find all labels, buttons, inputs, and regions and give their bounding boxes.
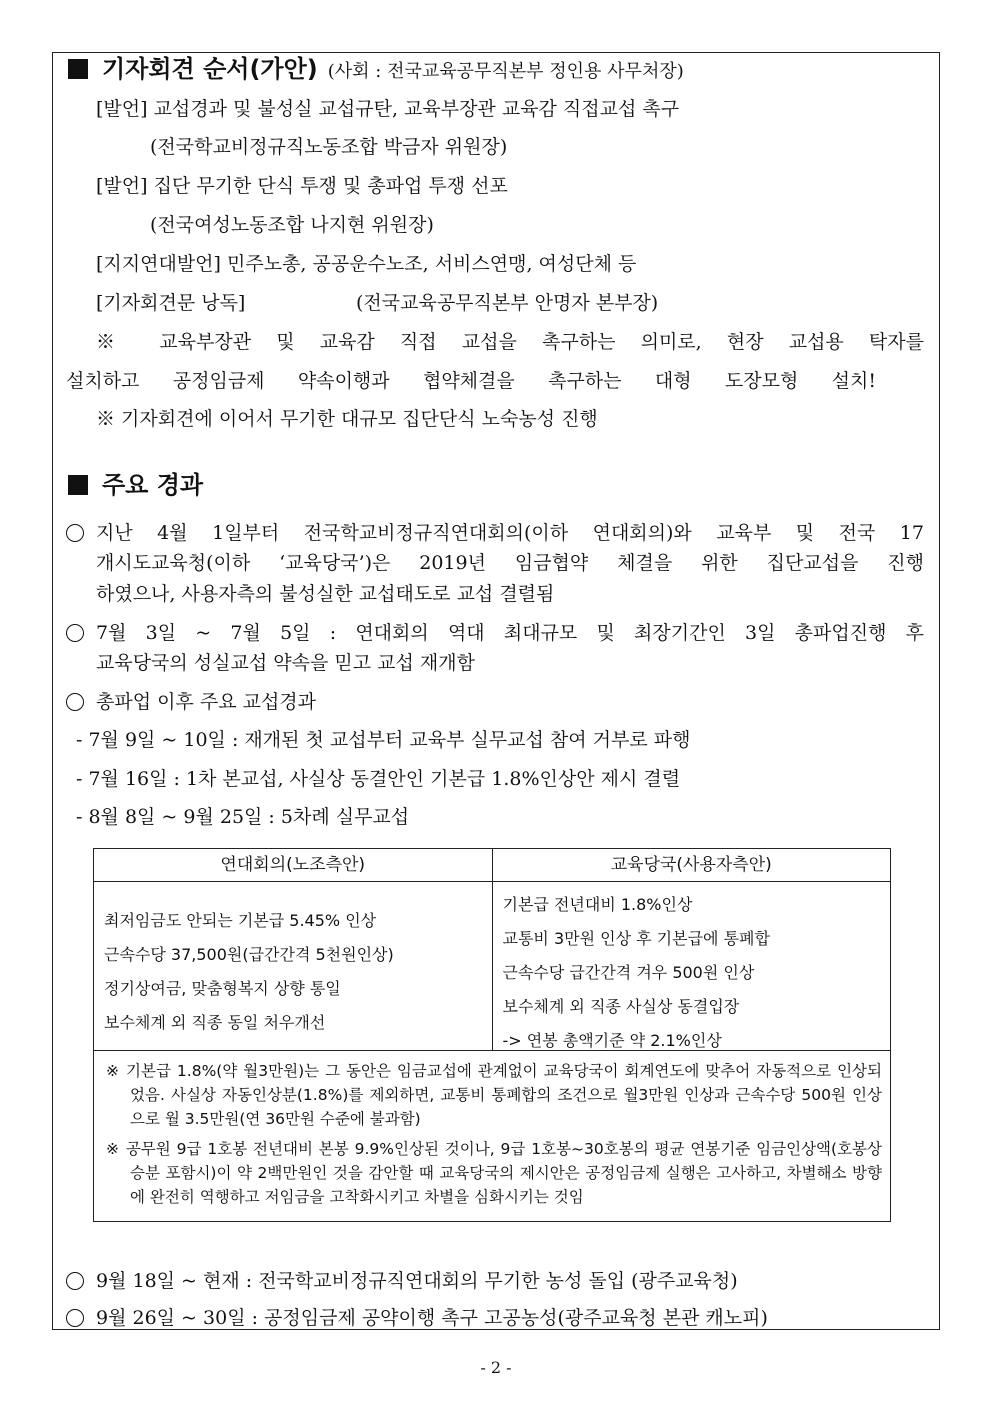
section-subtitle: (사회 : 전국교육공무직본부 정인용 사무처장) <box>327 61 684 82</box>
order-line: (전국학교비정규직노동조합 박금자 위원장) <box>150 136 508 158</box>
list-item: 근속수당 급간간격 겨우 500원 인상 <box>502 963 755 982</box>
table-note: ※ 공무원 9급 1호봉 전년대비 본봉 9.9%인상된 것이나, 9급 1호봉~30호봉의 평균 연봉기준 임금인상액(호봉상승분 포함시)이 약 2백만원인 것을 감안할 때 교육당국의 제시안은 공정임금제 실행은 고사하고, 차별해소 방향에 완전히 역행하고 저임금을 고착화시키고 차별을 심화시키는 것임 <box>106 1140 882 1206</box>
order-line: (전국교육공무직본부 안명자 본부장) <box>356 292 659 314</box>
circle-bullet-icon <box>66 524 84 542</box>
list-item: 근속수당 37,500원(급간간격 5천원인상) <box>104 945 394 964</box>
list-item: 기본급 전년대비 1.8%인상 <box>502 895 693 914</box>
progress-item: 총파업 이후 주요 교섭경과 <box>66 689 316 715</box>
table-note: ※ 기본급 1.8%(약 월3만원)는 그 동안은 임금교섭에 관계없이 교육당국이 회계연도에 맞추어 자동적으로 인상되었음. 사실상 자동인상분(1.8%)를 제외하면, 교통비 통폐합의 조건으로 월3만원 인상과 근속수당 500원 인상으로 월 3.5만원(연 36만원 수준에 불과함) <box>106 1062 882 1128</box>
list-item: 정기상여금, 맞춤형복지 상향 통일 <box>104 979 341 998</box>
square-bullet-icon <box>68 59 88 79</box>
progress-item: 7월 3일 ~ 7월 5일 : 연대회의 역대 최대규모 및 최장기간인 3일 총파업진행 후 <box>66 620 924 646</box>
list-item: 보수체계 외 직종 동일 처우개선 <box>104 1013 326 1032</box>
list-item: 보수체계 외 직종 사실상 동결입장 <box>502 997 740 1016</box>
circle-bullet-icon <box>66 624 84 642</box>
section-title: 주요 경과 <box>102 471 204 499</box>
list-item: 교통비 3만원 인상 후 기본급에 통폐합 <box>502 929 770 948</box>
section-title: 기자회견 순서(가안) <box>102 55 318 83</box>
order-line: [기자회견문 낭독] <box>96 292 246 314</box>
table-header-employer: 교육당국(사용자측안) <box>610 855 772 875</box>
progress-item: 9월 18일 ~ 현재 : 전국학교비정규직연대회의 무기한 농성 돌입 (광주교육청) <box>66 1268 738 1294</box>
progress-subitem: - 7월 9일 ~ 10일 : 재개된 첫 교섭부터 교육부 실무교섭 참여 거부로 파행 <box>76 729 691 751</box>
proposal-comparison-table <box>93 848 891 1222</box>
circle-bullet-icon <box>66 1309 84 1327</box>
order-line: [지지연대발언] 민주노총, 공공운수노조, 서비스연맹, 여성단체 등 <box>96 253 637 275</box>
order-note: ※ 교육부장관 및 교육감 직접 교섭을 촉구하는 의미로, 현장 교섭용 탁자를 <box>96 331 924 353</box>
progress-item-cont: 개시도교육청(이하 ‘교육당국’)은 2019년 임금협약 체결을 위한 집단교섭을 진행 <box>96 552 924 574</box>
list-item: -> 연봉 총액기준 약 2.1%인상 <box>502 1031 722 1050</box>
order-note: ※ 기자회견에 이어서 무기한 대규모 집단단식 노숙농성 진행 <box>96 408 598 430</box>
employer-proposal-cell <box>493 882 891 1050</box>
order-line: (전국여성노동조합 나지현 위원장) <box>150 214 434 236</box>
progress-item: 지난 4월 1일부터 전국학교비정규직연대회의(이하 연대회의)와 교육부 및 전국 17 <box>66 520 924 546</box>
list-item: 최저임금도 안되는 기본급 5.45% 인상 <box>104 911 377 930</box>
progress-item-cont: 교육당국의 성실교섭 약속을 믿고 교섭 재개함 <box>96 652 475 674</box>
table-header-union: 연대회의(노조측안) <box>94 849 493 881</box>
circle-bullet-icon <box>66 1272 84 1290</box>
progress-subitem: - 7월 16일 : 1차 본교섭, 사실상 동결안인 기본급 1.8%인상안 제시 결렬 <box>76 768 681 790</box>
table-body-row <box>94 882 890 1051</box>
table-header-row <box>94 849 890 882</box>
section-heading-press-order <box>68 54 684 87</box>
order-line: [발언] 교섭경과 및 불성실 교섭규탄, 교육부장관 교육감 직접교섭 촉구 <box>96 98 680 120</box>
union-proposal-cell <box>94 882 493 1050</box>
table-notes <box>94 1051 890 1221</box>
circle-bullet-icon <box>66 693 84 711</box>
order-line: [발언] 집단 무기한 단식 투쟁 및 총파업 투쟁 선포 <box>96 175 508 197</box>
section-heading-progress <box>68 470 203 500</box>
order-note: 설치하고 공정임금제 약속이행과 협약체결을 촉구하는 대형 도장모형 설치! <box>66 370 876 392</box>
progress-item-cont: 하였으나, 사용자측의 불성실한 교섭태도로 교섭 결렬됨 <box>96 583 555 605</box>
progress-subitem: - 8월 8일 ~ 9월 25일 : 5차례 실무교섭 <box>76 806 410 828</box>
square-bullet-icon <box>68 475 88 495</box>
progress-item: 9월 26일 ~ 30일 : 공정임금제 공약이행 촉구 고공농성(광주교육청 본관 캐노피) <box>66 1305 768 1331</box>
page-number: - 2 - <box>480 1358 512 1377</box>
